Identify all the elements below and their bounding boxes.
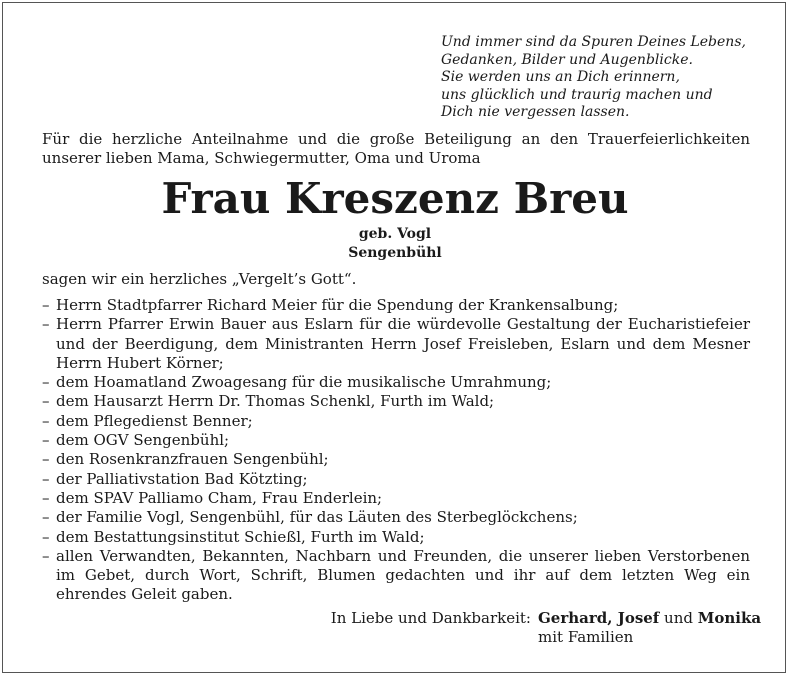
- poem-line: Dich nie vergessen lassen.: [441, 104, 630, 120]
- poem-line: Und immer sind da Spuren Deines Lebens,: [441, 34, 746, 50]
- poem-line: Gedanken, Bilder und Augenblicke.: [441, 51, 693, 68]
- deceased-name: Frau Kreszenz Breu: [161, 174, 629, 223]
- thanks-list: [42, 296, 750, 605]
- list-item: – der Familie Vogl, Sengenbühl, für das Läuten des Sterbeglöckchens;: [42, 508, 750, 527]
- list-item: – dem Hausarzt Herrn Dr. Thomas Schenkl, Furth im Wald;: [42, 392, 750, 411]
- list-item: – Herrn Pfarrer Erwin Bauer aus Eslarn für die würdevolle Gestaltung der Eucharistiefeier und der Beerdigung, dem Ministranten Herrn Josef Freisleben, Eslarn und dem Mesner Herrn Hubert Körner;: [42, 315, 750, 373]
- list-item: – allen Verwandten, Bekannten, Nachbarn und Freunden, die unserer lieben Verstorbenen im Gebet, durch Wort, Schrift, Blumen gedachten und ihr auf dem letzten Weg ein ehrendes Geleit gaben.: [42, 547, 750, 605]
- list-item: – dem Hoamatland Zwoagesang für die musikalische Umrahmung;: [42, 373, 750, 392]
- list-item: – Herrn Stadtpfarrer Richard Meier für die Spendung der Krankensalbung;: [42, 296, 750, 315]
- intro-text: Für die herzliche Anteilnahme und die große Beteiligung an den Trauerfeierlichkeiten unserer lieben Mama, Schwiegermutter, Oma und Uroma: [42, 130, 750, 167]
- list-item: – den Rosenkranzfrauen Sengenbühl;: [42, 450, 750, 469]
- poem-line: Sie werden uns an Dich erinnern,: [441, 69, 680, 85]
- poem-line: uns glücklich und traurig machen und: [441, 86, 713, 103]
- signature-name-2: Monika: [697, 609, 762, 627]
- signature-name-1: Gerhard, Josef: [538, 609, 660, 627]
- signature-label: In Liebe und Dankbarkeit:: [330, 609, 531, 627]
- poem: [441, 34, 771, 122]
- thanks-line: sagen wir ein herzliches „Vergelt’s Gott“.: [42, 270, 357, 288]
- signature-family: mit Familien: [538, 628, 634, 646]
- list-item: – dem Pflegedienst Benner;: [42, 412, 750, 431]
- list-item: – dem SPAV Palliamo Cham, Frau Enderlein;: [42, 489, 750, 508]
- list-item: – dem OGV Sengenbühl;: [42, 431, 750, 450]
- maiden-name: geb. Vogl: [358, 226, 432, 242]
- list-item: – dem Bestattungsinstitut Schießl, Furth im Wald;: [42, 528, 750, 547]
- signature-names: [538, 609, 761, 628]
- place-name: Sengenbühl: [348, 245, 442, 261]
- list-item: – der Palliativstation Bad Kötzting;: [42, 470, 750, 489]
- signature-connector: und: [664, 609, 693, 627]
